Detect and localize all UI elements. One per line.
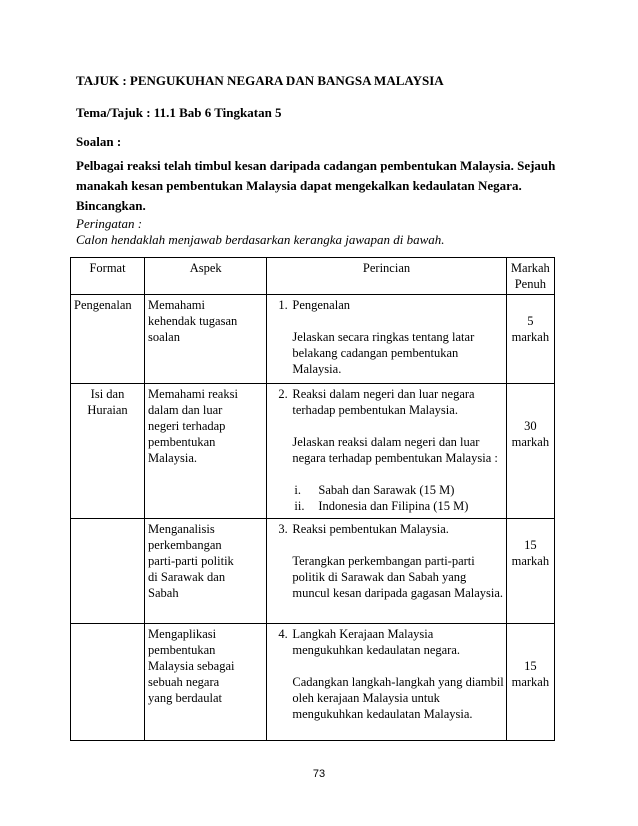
markah-value: 5 [527, 314, 534, 328]
detail-line: negara terhadap pembentukan Malaysia : [292, 451, 498, 465]
cell-format: Pengenalan [71, 295, 145, 384]
aspek-line: Sabah [148, 586, 179, 600]
cell-perincian [267, 624, 506, 741]
aspek-line: Malaysia. [148, 451, 197, 465]
table-row [71, 384, 555, 519]
detail-line: Jelaskan reaksi dalam negeri dan luar [292, 435, 480, 449]
header-format: Format [71, 258, 145, 295]
table-header-row [71, 258, 555, 295]
aspek-line: pembentukan [148, 643, 216, 657]
question-line: manakah kesan pembentukan Malaysia dapat mengekalkan kedaulatan Negara. [76, 178, 522, 193]
detail-line: mengukuhkan kedaulatan Malaysia. [292, 707, 473, 721]
question-line: Bincangkan. [76, 198, 146, 213]
cell-format [71, 519, 145, 624]
header-markah-line: Markah [510, 261, 550, 275]
aspek-line: dalam dan luar [148, 403, 223, 417]
item-number: 2. [278, 387, 288, 401]
page-number: 73 [312, 768, 326, 780]
markah-unit: markah [511, 330, 550, 344]
question-text [76, 156, 556, 216]
sub-item-text: Sabah dan Sarawak (15 M) [318, 483, 455, 497]
cell-format [71, 384, 145, 519]
table-row [71, 519, 555, 624]
item-number: 1. [278, 298, 288, 312]
aspek-line: sebuah negara [148, 675, 220, 689]
cell-markah [506, 519, 554, 624]
sub-item-text: Indonesia dan Filipina (15 M) [318, 499, 469, 513]
table-row [71, 295, 555, 384]
aspek-line: Memahami [148, 298, 205, 312]
markah-unit: markah [511, 675, 550, 689]
cell-format [71, 624, 145, 741]
cell-markah [506, 384, 554, 519]
sub-item-numeral: ii. [294, 499, 305, 513]
markah-unit: markah [511, 435, 550, 449]
cell-perincian [267, 384, 506, 519]
detail-line: Cadangkan langkah-langkah yang diambil [292, 675, 504, 689]
detail-line: muncul kesan daripada gagasan Malaysia. [292, 586, 504, 600]
sub-item-numeral: i. [294, 483, 301, 497]
cell-markah [506, 295, 554, 384]
header-aspek: Aspek [145, 258, 267, 295]
warning-label: Peringatan : [76, 216, 143, 231]
item-heading: Langkah Kerajaan Malaysia [292, 627, 434, 641]
aspek-line: kehendak tugasan [148, 314, 238, 328]
header-perincian: Perincian [267, 258, 506, 295]
markah-value: 15 [524, 659, 537, 673]
aspek-line: Mengaplikasi [148, 627, 217, 641]
aspek-line: Memahami reaksi [148, 387, 238, 401]
markah-value: 30 [524, 419, 537, 433]
aspek-line: pembentukan [148, 435, 216, 449]
aspek-line: di Sarawak dan [148, 570, 226, 584]
markah-value: 15 [524, 538, 537, 552]
detail-line: Malaysia. [292, 362, 342, 376]
aspek-line: negeri terhadap [148, 419, 226, 433]
detail-line: Terangkan perkembangan parti-parti [292, 554, 475, 568]
sub-item [278, 482, 502, 498]
document-title: TAJUK : PENGUKUHAN NEGARA DAN BANGSA MALAYSIA [76, 73, 444, 88]
cell-aspek [145, 624, 267, 741]
cell-aspek [145, 384, 267, 519]
detail-line: politik di Sarawak dan Sabah yang [292, 570, 467, 584]
cell-aspek [145, 519, 267, 624]
answer-framework-table [70, 257, 555, 741]
item-number: 4. [278, 627, 288, 641]
header-markah-line: Penuh [514, 277, 546, 291]
item-heading: Pengenalan [292, 298, 350, 312]
cell-perincian [267, 295, 506, 384]
question-line: Pelbagai reaksi telah timbul kesan daripada cadangan pembentukan Malaysia. Sejauh [76, 158, 556, 173]
detail-line: belakang cadangan pembentukan [292, 346, 459, 360]
format-line: Isi dan [90, 387, 125, 401]
aspek-line: yang berdaulat [148, 691, 222, 705]
header-markah [506, 258, 554, 295]
item-heading: Reaksi pembentukan Malaysia. [292, 522, 449, 536]
question-label: Soalan : [76, 134, 122, 149]
format-line: Huraian [87, 403, 128, 417]
table-row [71, 624, 555, 741]
detail-line: oleh kerajaan Malaysia untuk [292, 691, 440, 705]
warning-text: Calon hendaklah menjawab berdasarkan kerangka jawapan di bawah. [76, 232, 445, 247]
cell-aspek [145, 295, 267, 384]
detail-line: Jelaskan secara ringkas tentang latar [292, 330, 475, 344]
aspek-line: soalan [148, 330, 180, 344]
item-heading: terhadap pembentukan Malaysia. [292, 403, 458, 417]
item-heading: Reaksi dalam negeri dan luar negara [292, 387, 475, 401]
cell-perincian [267, 519, 506, 624]
cell-markah [506, 624, 554, 741]
aspek-line: perkembangan [148, 538, 222, 552]
aspek-line: parti-parti politik [148, 554, 234, 568]
aspek-line: Menganalisis [148, 522, 215, 536]
item-heading: mengukuhkan kedaulatan negara. [292, 643, 461, 657]
sub-item [278, 498, 502, 514]
item-number: 3. [278, 522, 288, 536]
aspek-line: Malaysia sebagai [148, 659, 235, 673]
markah-unit: markah [511, 554, 550, 568]
topic-reference: Tema/Tajuk : 11.1 Bab 6 Tingkatan 5 [76, 105, 282, 120]
